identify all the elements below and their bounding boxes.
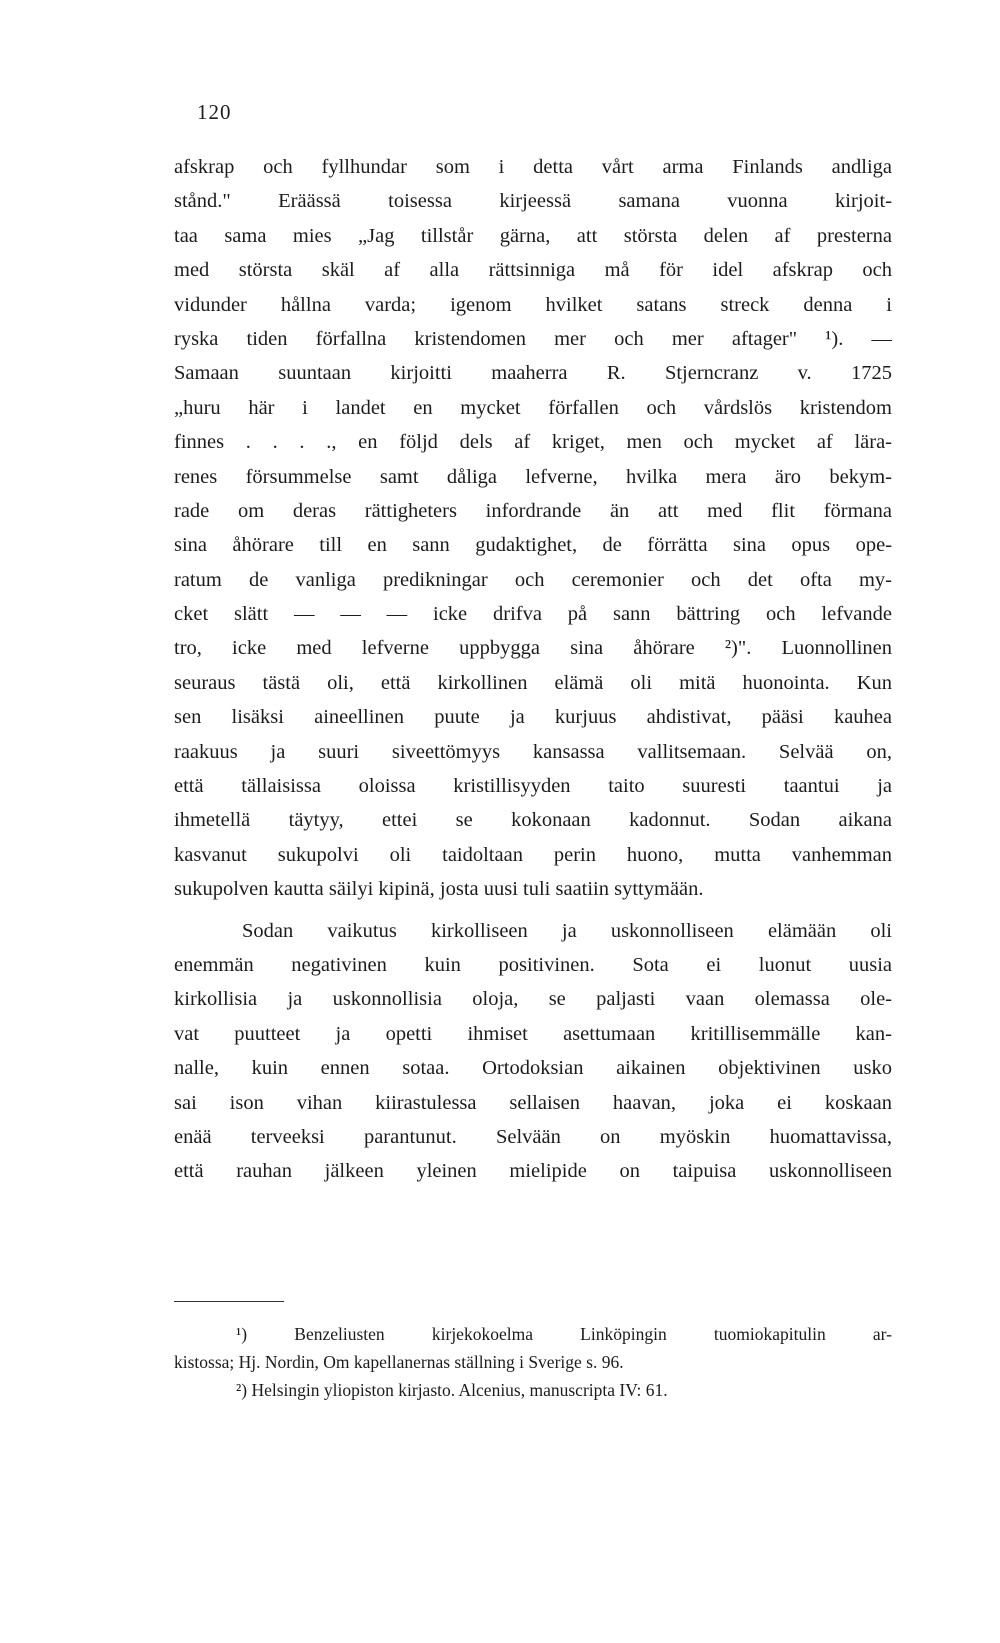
text-line: stånd." Eräässä toisessa kirjeessä samana vuonna kirjoit- (174, 190, 892, 213)
text-line: että tällaisissa oloissa kristillisyyden taito suuresti taantui ja (174, 775, 892, 798)
paragraph-gap (174, 907, 892, 914)
text-line: sina åhörare till en sann gudaktighet, de förrätta sina opus ope- (174, 534, 892, 557)
text-line: tro, icke med lefverne uppbygga sina åhörare ²)". Luonnollinen (174, 637, 892, 660)
text-line: nalle, kuin ennen sotaa. Ortodoksian aikainen objektivinen usko (174, 1057, 892, 1080)
text-line: finnes . . . ., en följd dels af kriget, men och mycket af lära- (174, 431, 892, 454)
text-line: että rauhan jälkeen yleinen mielipide on taipuisa uskonnolliseen (174, 1160, 892, 1183)
text-line: enää terveeksi parantunut. Selvään on myöskin huomattavissa, (174, 1125, 892, 1148)
text-line: sai ison vihan kiirastulessa sellaisen haavan, joka ei koskaan (174, 1091, 892, 1114)
text-line: kasvanut sukupolvi oli taidoltaan perin huono, mutta vanhemman (174, 843, 892, 866)
text-line: cket slätt — — — icke drifva på sann bättring och lefvande (174, 603, 892, 626)
body-text (174, 150, 892, 1189)
text-line: renes försummelse samt dåliga lefverne, hvilka mera äro bekym- (174, 465, 892, 488)
text-line: taa sama mies „Jag tillstår gärna, att största delen af presterna (174, 224, 892, 247)
footnote-2 (174, 1376, 892, 1404)
text-line: ryska tiden förfallna kristendomen mer och mer aftager" ¹). — (174, 327, 892, 350)
text-line: Sodan vaikutus kirkolliseen ja uskonnolliseen elämään oli (242, 919, 892, 942)
footnote-line: ²) Helsingin yliopiston kirjasto. Alcenius, manuscripta IV: 61. (236, 1380, 668, 1400)
text-line: Samaan suuntaan kirjoitti maaherra R. Stjerncranz v. 1725 (174, 362, 892, 385)
text-line: „huru här i landet en mycket förfallen och vårdslös kristendom (174, 396, 892, 419)
text-line: med största skäl af alla rättsinniga må för idel afskrap och (174, 259, 892, 282)
text-line: afskrap och fyllhundar som i detta vårt arma Finlands andliga (174, 156, 892, 178)
paragraph-2 (174, 914, 892, 1189)
footnote-separator (174, 1301, 284, 1302)
text-line: sukupolven kautta säilyi kipinä, josta uusi tuli saatiin syttymään. (174, 878, 704, 901)
text-line: vidunder hållna varda; igenom hvilket satans streck denna i (174, 293, 892, 316)
footnote-line: ¹) Benzeliusten kirjekokoelma Linköpingin tuomiokapitulin ar- (236, 1324, 892, 1344)
footnotes (174, 1320, 892, 1404)
text-line: vat puutteet ja opetti ihmiset asettumaan kritillisemmälle kan- (174, 1022, 892, 1045)
text-line: seuraus tästä oli, että kirkollinen elämä oli mitä huonointa. Kun (174, 671, 892, 694)
footnote-1 (174, 1320, 892, 1376)
text-line: rade om deras rättigheters infordrande än att med flit förmana (174, 499, 892, 522)
text-line: sen lisäksi aineellinen puute ja kurjuus ahdistivat, pääsi kauhea (174, 706, 892, 729)
text-line: ratum de vanliga predikningar och ceremonier och det ofta my- (174, 568, 892, 591)
text-line: raakuus ja suuri siveettömyys kansassa vallitsemaan. Selvää on, (174, 740, 892, 763)
page-number: 120 (197, 100, 232, 124)
footnote-line: kistossa; Hj. Nordin, Om kapellanernas ställning i Sverige s. 96. (174, 1352, 624, 1372)
paragraph-1 (174, 150, 892, 907)
text-line: enemmän negativinen kuin positivinen. Sota ei luonut uusia (174, 953, 892, 976)
text-line: ihmetellä täytyy, ettei se kokonaan kadonnut. Sodan aikana (174, 809, 892, 832)
text-line: kirkollisia ja uskonnollisia oloja, se paljasti vaan olemassa ole- (174, 988, 892, 1011)
